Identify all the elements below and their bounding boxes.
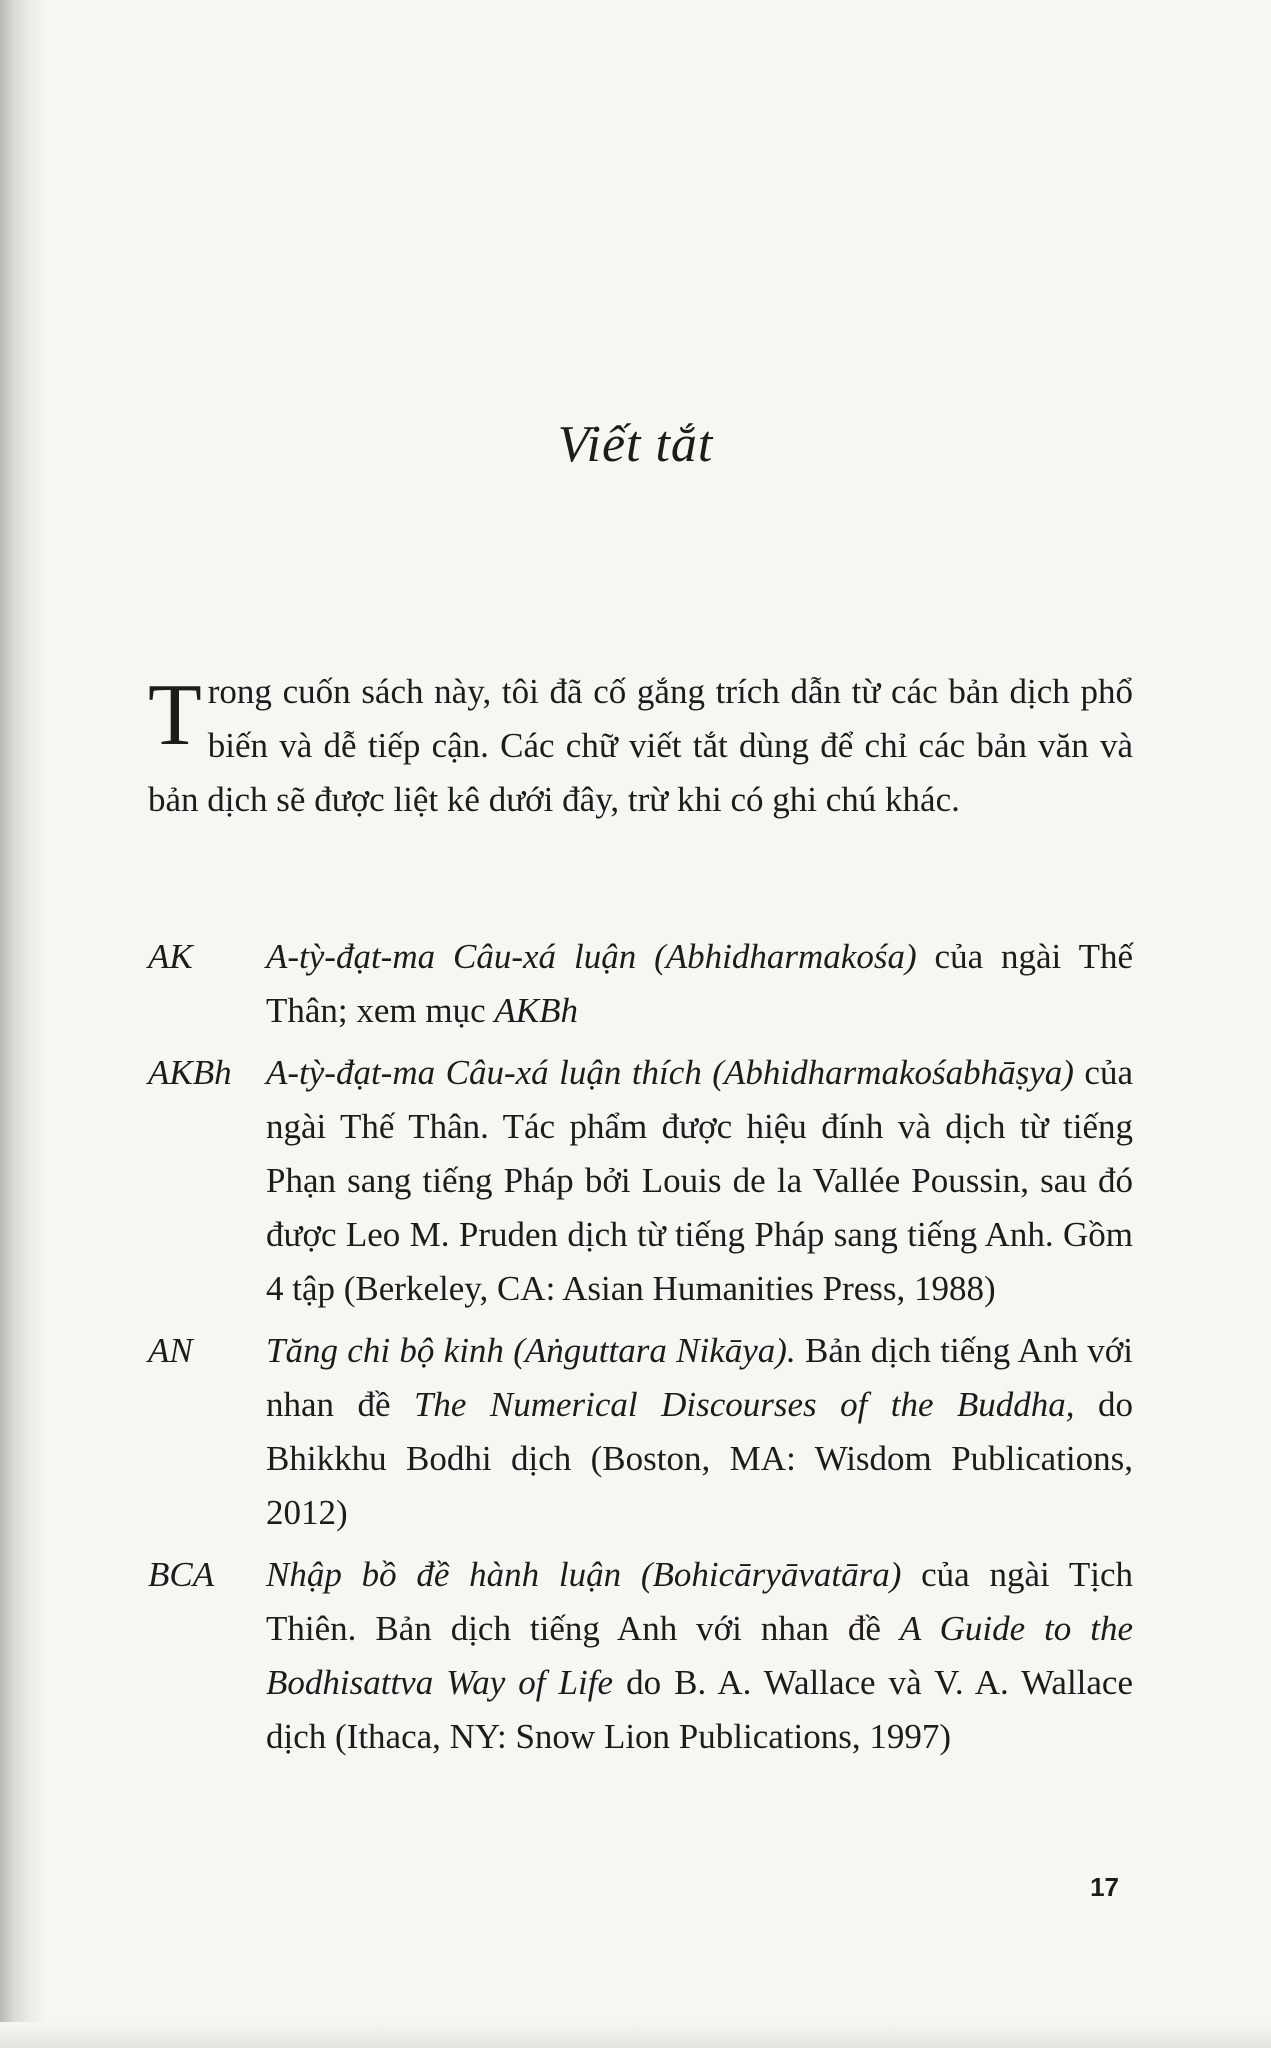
page-title: Viết tắt xyxy=(557,416,714,473)
drop-cap: T xyxy=(148,667,202,764)
cross-reference: AKBh xyxy=(494,991,579,1030)
abbreviation-description xyxy=(266,1555,1133,1756)
work-title: A-tỳ-đạt-ma Câu-xá luận (Abhidharmakośa) xyxy=(266,937,917,976)
abbreviation-key: AK xyxy=(148,937,193,976)
description-text: của ngài Thế Thân; xem mục xyxy=(266,937,1133,1030)
page-number: 17 xyxy=(1090,1872,1119,1902)
work-title: Tăng chi bộ kinh (Aṅguttara Nikāya). xyxy=(266,1331,796,1370)
abbreviation-description xyxy=(266,1053,1133,1308)
translation-title: A Guide to the Bodhisattva Way of Life xyxy=(266,1609,1134,1702)
abbreviation-entry xyxy=(148,1548,1133,1764)
translation-title: The Numerical Discourses of the Buddha, xyxy=(413,1385,1075,1424)
abbreviation-list xyxy=(148,930,1133,1772)
description-text: của ngài Tịch Thiên. Bản dịch tiếng Anh với nhan đề xyxy=(266,1555,1133,1648)
description-text: Bản dịch tiếng Anh với nhan đề xyxy=(266,1331,1133,1424)
abbreviation-description xyxy=(266,937,1133,1030)
abbreviation-key: AN xyxy=(148,1331,193,1370)
abbreviation-entry xyxy=(148,1046,1133,1316)
abbreviation-key: BCA xyxy=(148,1555,215,1594)
description-text-end: do B. A. Wallace và V. A. Wallace dịch (Ithaca, NY: Snow Lion Publications, 1997) xyxy=(266,1663,1133,1756)
work-title: A-tỳ-đạt-ma Câu-xá luận thích (Abhidharmakośabhāṣya) xyxy=(266,1053,1074,1092)
abbreviation-description xyxy=(266,1331,1133,1532)
abbreviation-entry xyxy=(148,930,1133,1038)
description-text-end: do Bhikkhu Bodhi dịch (Boston, MA: Wisdom Publications, 2012) xyxy=(266,1385,1133,1532)
work-title: Nhập bồ đề hành luận (Bohicāryāvatāra) xyxy=(266,1555,902,1594)
intro-paragraph xyxy=(148,665,1133,827)
intro-text: rong cuốn sách này, tôi đã cố gắng trích dẫn từ các bản dịch phổ biến và dễ tiếp cận. Các chữ viết tắt dùng để chỉ các bản văn và bản dịch sẽ được liệt kê dưới đây, trừ khi có ghi chú khác. xyxy=(148,672,1133,819)
abbreviation-entry xyxy=(148,1324,1133,1540)
description-text: của ngài Thế Thân. Tác phẩm được hiệu đính và dịch từ tiếng Phạn sang tiếng Pháp bởi Louis de la Vallée Poussin, sau đó được Leo M. Pruden dịch từ tiếng Pháp sang tiếng Anh. Gồm 4 tập (Berkeley, CA: Asian Humanities Press, 1988) xyxy=(266,1053,1133,1308)
abbreviation-key: AKBh xyxy=(148,1053,232,1092)
